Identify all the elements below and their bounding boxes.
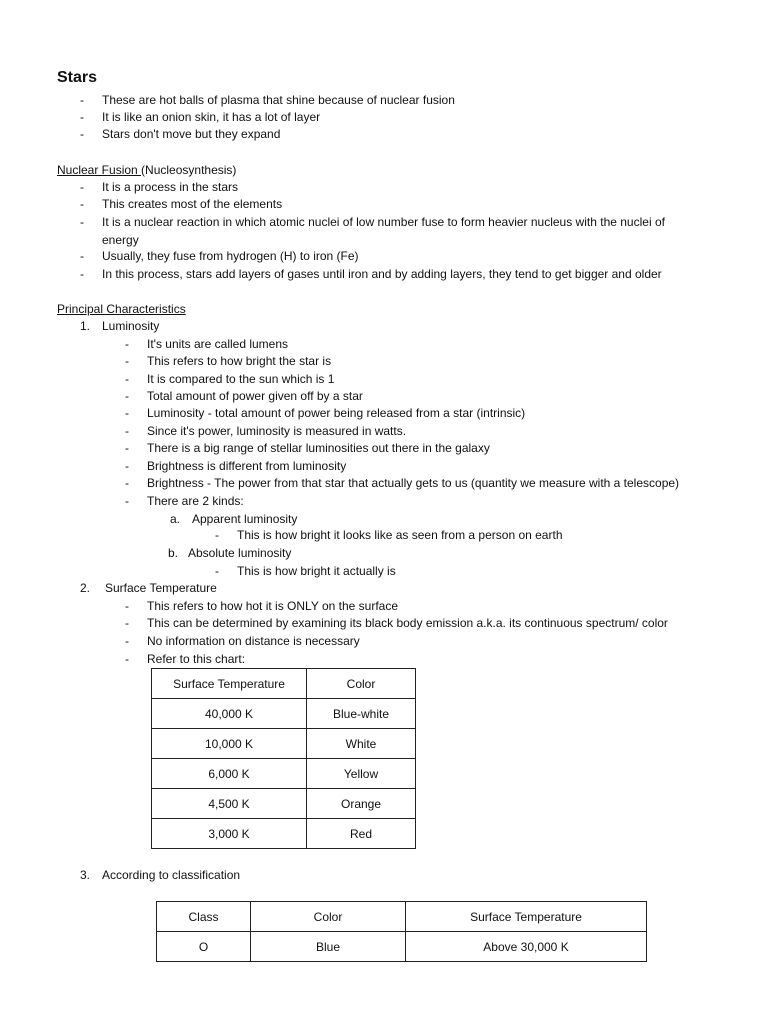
table-header-cell: Color <box>251 902 406 932</box>
fusion-heading-rest: (Nucleosynthesis) <box>141 163 237 177</box>
table-cell: 3,000 K <box>152 819 307 849</box>
table-header-cell: Color <box>307 669 416 699</box>
bullet-dash: - <box>80 249 84 263</box>
bullet-dash: - <box>215 564 219 578</box>
bullet-dash: - <box>125 494 129 508</box>
luminosity-item: Brightness - The power from that star that actually gets to us (quantity we measure with a telescope) <box>147 476 680 490</box>
bullet-dash: - <box>80 180 84 194</box>
sublist-letter: a. <box>170 512 181 526</box>
principal-heading: Principal Characteristics <box>57 302 186 316</box>
bullet-dash: - <box>215 528 219 542</box>
bullet-dash: - <box>125 389 129 403</box>
fusion-item: Usually, they fuse from hydrogen (H) to iron (Fe) <box>102 249 359 263</box>
luminosity-item: Total amount of power given off by a star <box>147 389 363 403</box>
bullet-dash: - <box>125 459 129 473</box>
table-row <box>157 932 647 962</box>
bullet-dash: - <box>125 354 129 368</box>
bullet-dash: - <box>125 476 129 490</box>
table-cell: 6,000 K <box>152 759 307 789</box>
table-row <box>152 819 416 849</box>
table-cell: Red <box>307 819 416 849</box>
luminosity-item: There is a big range of stellar luminosities out there in the galaxy <box>147 441 490 455</box>
page-title: Stars <box>57 69 98 86</box>
table-cell: Yellow <box>307 759 416 789</box>
bullet-dash: - <box>80 110 84 124</box>
fusion-heading-underlined: Nuclear Fusion <box>57 163 142 177</box>
kind-detail: This is how bright it actually is <box>237 564 396 578</box>
fusion-item: This creates most of the elements <box>102 197 283 211</box>
table-cell: Blue-white <box>307 699 416 729</box>
luminosity-label: Luminosity <box>102 319 160 333</box>
table-cell: Blue <box>251 932 406 962</box>
bullet-dash: - <box>80 197 84 211</box>
bullet-dash: - <box>125 406 129 420</box>
table-cell: 4,500 K <box>152 789 307 819</box>
list-number: 3. <box>80 868 91 882</box>
intro-item: Stars don't move but they expand <box>102 127 281 141</box>
bullet-dash: - <box>125 337 129 351</box>
bullet-dash: - <box>125 616 129 630</box>
surface-item: No information on distance is necessary <box>147 634 360 648</box>
surface-item: This refers to how hot it is ONLY on the surface <box>147 599 399 613</box>
list-number: 2. <box>80 581 91 595</box>
table-header-cell: Surface Temperature <box>152 669 307 699</box>
temperature-color-table <box>151 668 416 849</box>
bullet-dash: - <box>80 267 84 281</box>
table-header-cell: Surface Temperature <box>406 902 647 932</box>
table-row <box>152 729 416 759</box>
table-header-cell: Class <box>157 902 251 932</box>
table-cell: Orange <box>307 789 416 819</box>
classification-label: According to classification <box>102 868 241 882</box>
surface-item: Refer to this chart: <box>147 652 246 666</box>
luminosity-item: Since it's power, luminosity is measured in watts. <box>147 424 407 438</box>
surface-label: Surface Temperature <box>105 581 217 595</box>
fusion-item: It is a nuclear reaction in which atomic nuclei of low number fuse to form heavier nucleus with the nuclei of <box>102 215 665 229</box>
luminosity-item: It is compared to the sun which is 1 <box>147 372 335 386</box>
kind-label: Apparent luminosity <box>192 512 298 526</box>
kind-detail: This is how bright it looks like as seen from a person on earth <box>237 528 563 542</box>
kind-label: Absolute luminosity <box>188 546 292 560</box>
bullet-dash: - <box>125 652 129 666</box>
fusion-heading <box>57 163 236 177</box>
luminosity-item: Brightness is different from luminosity <box>147 459 347 473</box>
classification-table <box>156 901 647 962</box>
intro-item: It is like an onion skin, it has a lot of layer <box>102 110 321 124</box>
table-row <box>152 789 416 819</box>
luminosity-item: There are 2 kinds: <box>147 494 244 508</box>
luminosity-item: It's units are called lumens <box>147 337 289 351</box>
table-row <box>152 699 416 729</box>
fusion-item-continued: energy <box>102 233 139 247</box>
fusion-item: In this process, stars add layers of gases until iron and by adding layers, they tend to get bigger and older <box>102 267 662 281</box>
table-cell: Above 30,000 K <box>406 932 647 962</box>
table-header-row <box>152 669 416 699</box>
table-cell: O <box>157 932 251 962</box>
intro-item: These are hot balls of plasma that shine because of nuclear fusion <box>102 93 455 107</box>
bullet-dash: - <box>125 372 129 386</box>
surface-item: This can be determined by examining its black body emission a.k.a. its continuous spectrum/ color <box>147 616 668 630</box>
luminosity-item: Luminosity - total amount of power being released from a star (intrinsic) <box>147 406 526 420</box>
table-row <box>152 759 416 789</box>
table-header-row <box>157 902 647 932</box>
bullet-dash: - <box>80 215 84 229</box>
bullet-dash: - <box>80 93 84 107</box>
luminosity-item: This refers to how bright the star is <box>147 354 332 368</box>
bullet-dash: - <box>125 424 129 438</box>
list-number: 1. <box>80 319 91 333</box>
table-cell: White <box>307 729 416 759</box>
sublist-letter: b. <box>168 546 179 560</box>
table-cell: 10,000 K <box>152 729 307 759</box>
bullet-dash: - <box>80 127 84 141</box>
bullet-dash: - <box>125 441 129 455</box>
fusion-item: It is a process in the stars <box>102 180 239 194</box>
bullet-dash: - <box>125 599 129 613</box>
bullet-dash: - <box>125 634 129 648</box>
table-cell: 40,000 K <box>152 699 307 729</box>
